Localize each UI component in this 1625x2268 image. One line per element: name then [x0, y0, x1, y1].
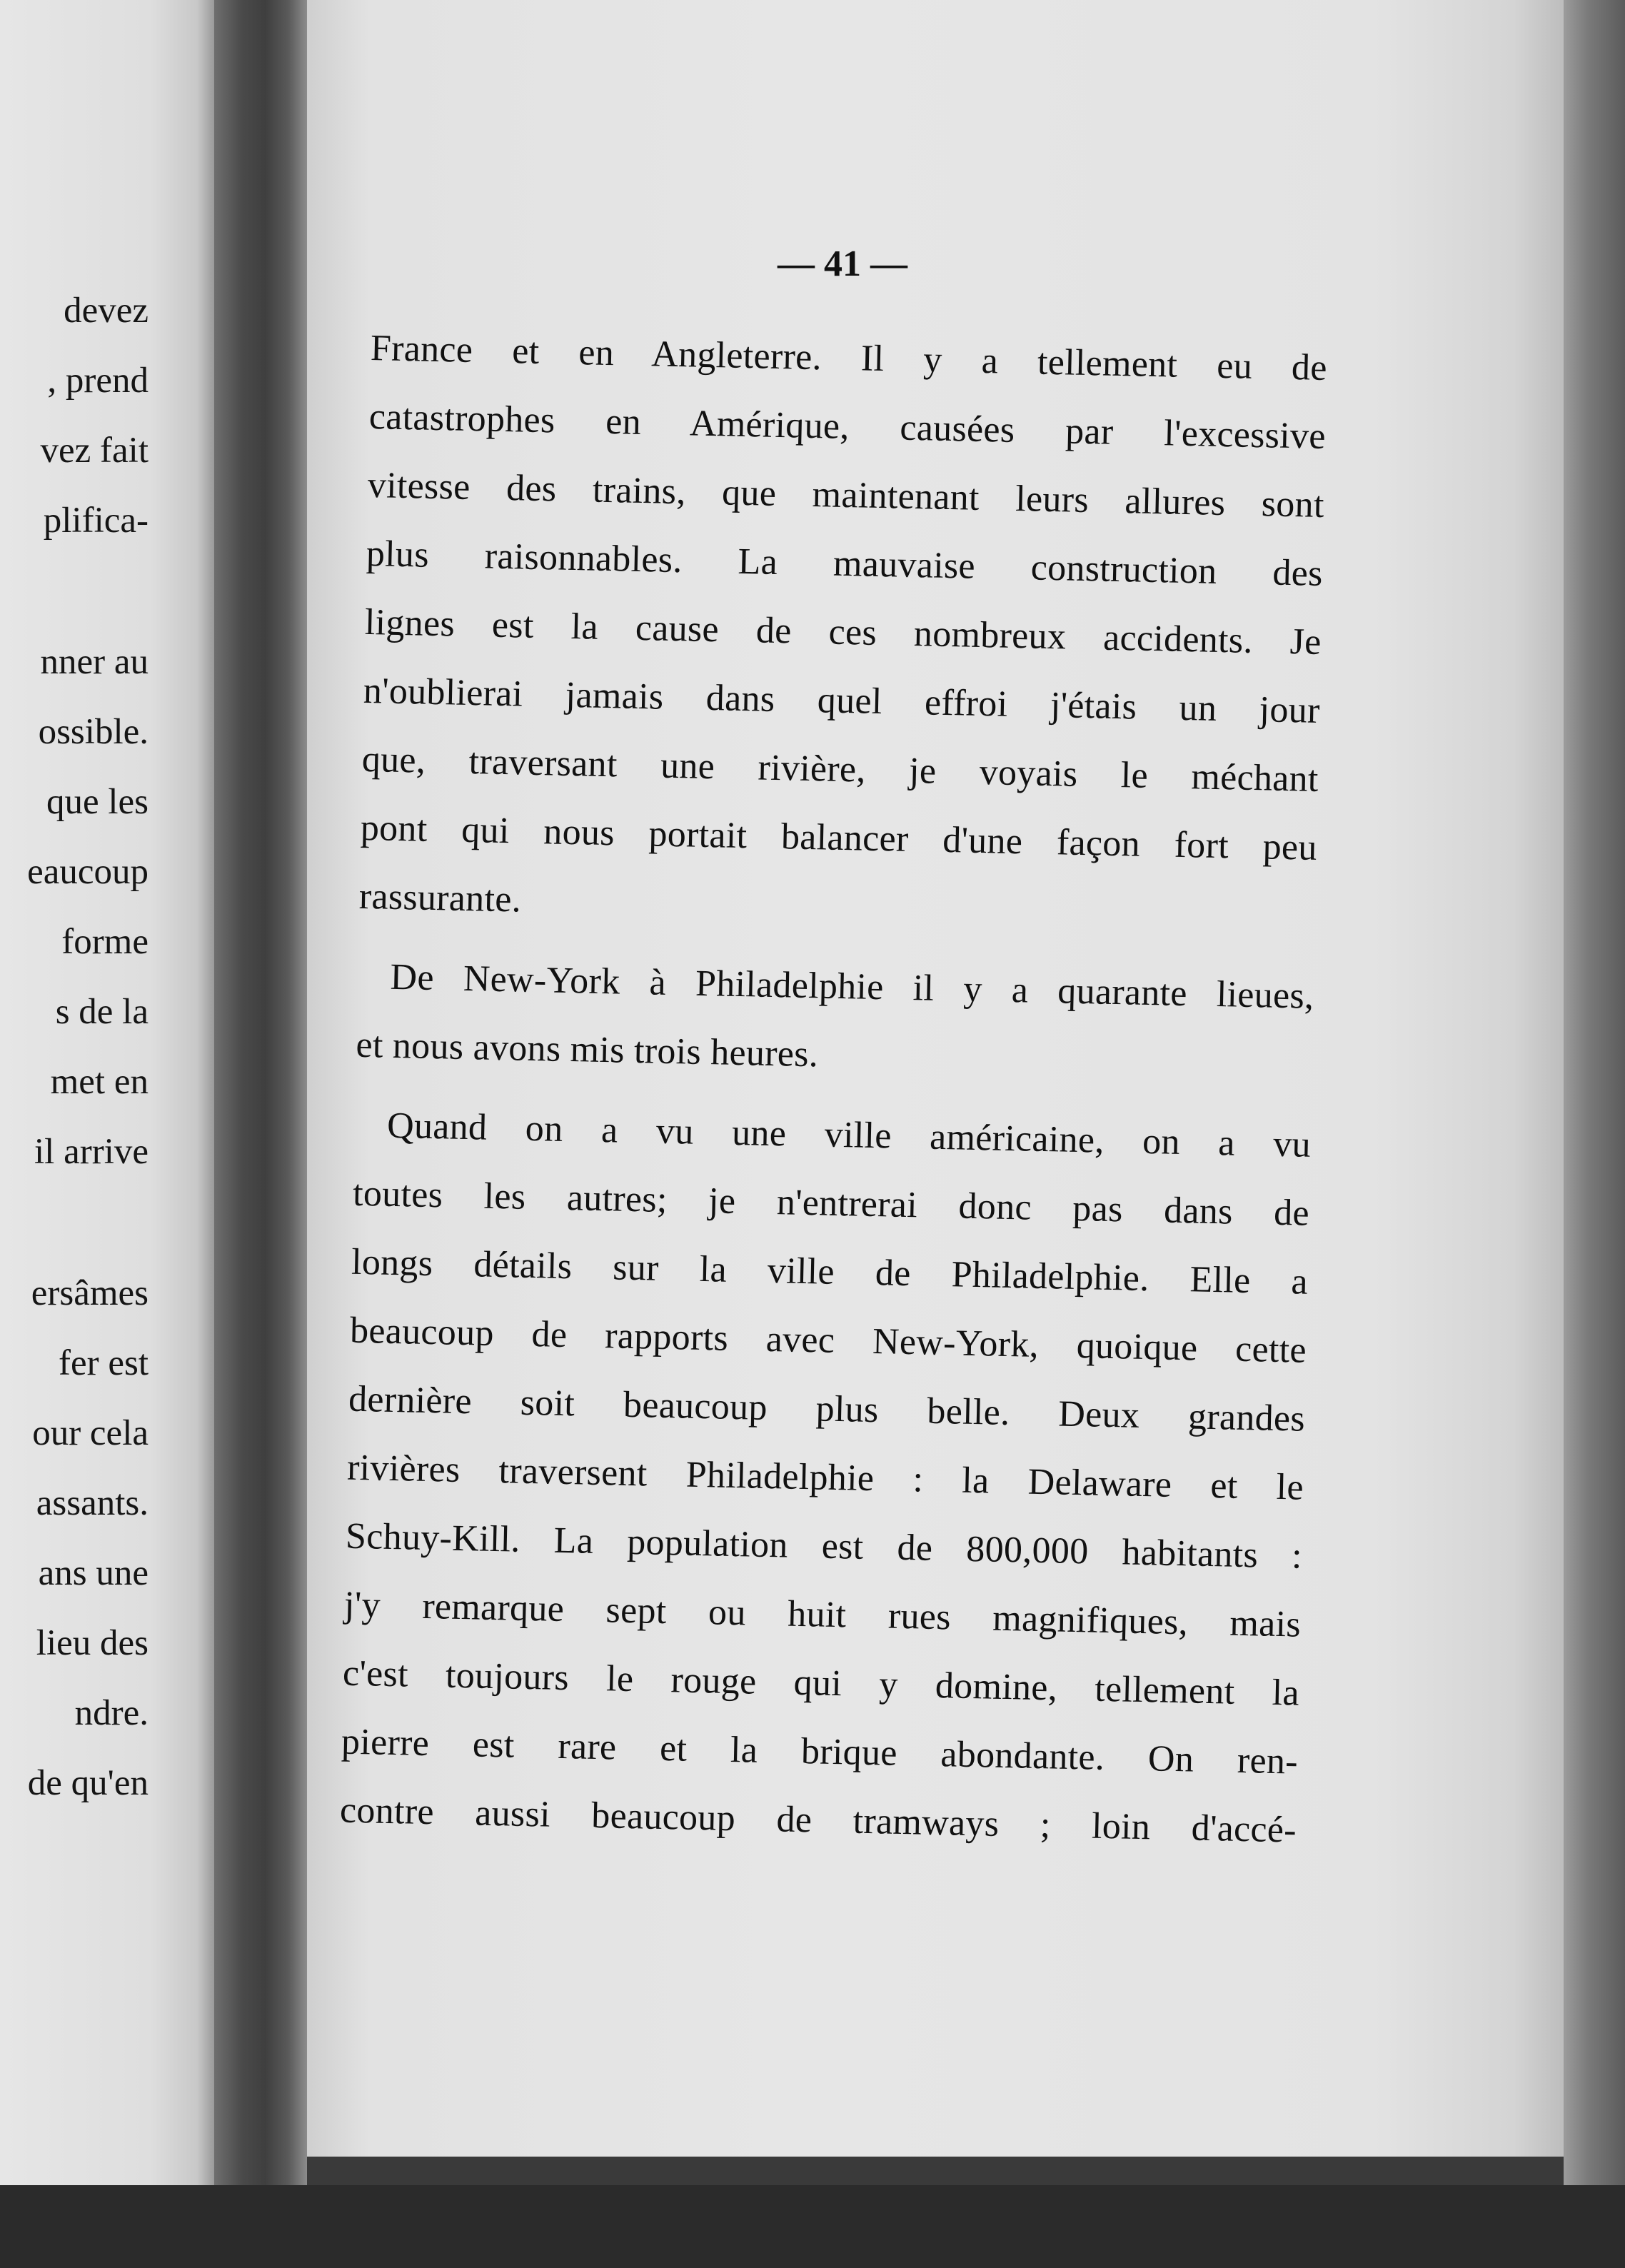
text-line: c'est toujours le rouge qui y domine, tellement la: [342, 1652, 1300, 1714]
text-line: contre aussi beaucoup de tramways ; loin d'accé-: [339, 1790, 1297, 1851]
text-line: catastrophes en Amérique, causées par l'excessive: [368, 396, 1327, 458]
left-page-line: devez: [64, 291, 149, 331]
text-line: rivières traversent Philadelphie : la Delaware et le: [346, 1447, 1304, 1508]
left-page-line: vez fait: [40, 431, 149, 471]
text-line: pont qui nous portait balancer d'une façon fort peu: [360, 807, 1318, 868]
left-page-line: met en: [50, 1062, 149, 1102]
left-page-line: ersâmes: [31, 1273, 149, 1313]
scan-bottom-edge: [0, 2185, 1625, 2268]
left-page-line: lieu des: [36, 1623, 149, 1663]
left-page-line: forme: [61, 922, 149, 962]
left-page-line: de qu'en: [27, 1763, 149, 1803]
text-line: toutes les autres; je n'entrerai donc pas dans de: [352, 1173, 1310, 1234]
left-page-line: nner au: [40, 642, 149, 682]
text-line: pierre est rare et la brique abondante. On ren-: [341, 1721, 1299, 1782]
text-line: France et en Angleterre. Il y a tellement eu de: [370, 327, 1328, 389]
text-line: De New-York à Philadelphie il y a quarante lieues,: [389, 956, 1314, 1017]
text-line: vitesse des trains, que maintenant leurs allures sont: [367, 464, 1325, 526]
text-line: Quand on a vu une ville américaine, on a vu: [386, 1105, 1312, 1165]
text-line: rassurante.: [358, 875, 522, 920]
left-page-line: our cela: [32, 1413, 149, 1453]
left-page-line: ans une: [38, 1553, 149, 1593]
left-page-line: il arrive: [34, 1132, 149, 1172]
left-page-line: ndre.: [74, 1693, 149, 1733]
text-line: longs détails sur la ville de Philadelphie. Elle a: [351, 1241, 1309, 1303]
left-page-line: eaucoup: [27, 852, 149, 892]
body-text: [339, 314, 1328, 1865]
left-page: [0, 0, 214, 2185]
left-page-line: [27, 556, 149, 627]
page-edge: [1564, 0, 1625, 2185]
left-page-line: que les: [46, 782, 149, 822]
text-line: beaucoup de rapports avec New-York, quoique cette: [349, 1310, 1307, 1371]
left-page-line: s de la: [55, 992, 149, 1032]
page-number: — 41 —: [778, 244, 907, 284]
left-page-line: , prend: [47, 361, 149, 401]
left-page-line: assants.: [36, 1483, 149, 1523]
binding-gutter: [214, 0, 307, 2185]
left-page-line: fer est: [58, 1343, 149, 1383]
text-line: lignes est la cause de ces nombreux accidents. Je: [364, 601, 1322, 663]
left-page-line: ossible.: [38, 712, 149, 752]
left-page-text: [27, 276, 149, 1818]
text-line: que, traversant une rivière, je voyais le méchant: [361, 738, 1319, 800]
left-page-line: [27, 1187, 149, 1258]
paragraph: [358, 314, 1328, 951]
paragraph: [339, 1091, 1312, 1865]
text-line: n'oublierai jamais dans quel effroi j'étais un jour: [363, 670, 1321, 731]
text-line: et nous avons mis trois heures.: [355, 1024, 819, 1075]
text-line: dernière soit beaucoup plus belle. Deux grandes: [348, 1378, 1306, 1440]
paragraph: [356, 943, 1315, 1100]
text-line: Schuy-Kill. La population est de 800,000 habitants :: [345, 1515, 1303, 1577]
text-line: j'y remarque sept ou huit rues magnifiques, mais: [343, 1584, 1302, 1645]
text-line: plus raisonnables. La mauvaise construction des: [366, 533, 1324, 594]
left-page-line: plifica-: [43, 501, 149, 541]
